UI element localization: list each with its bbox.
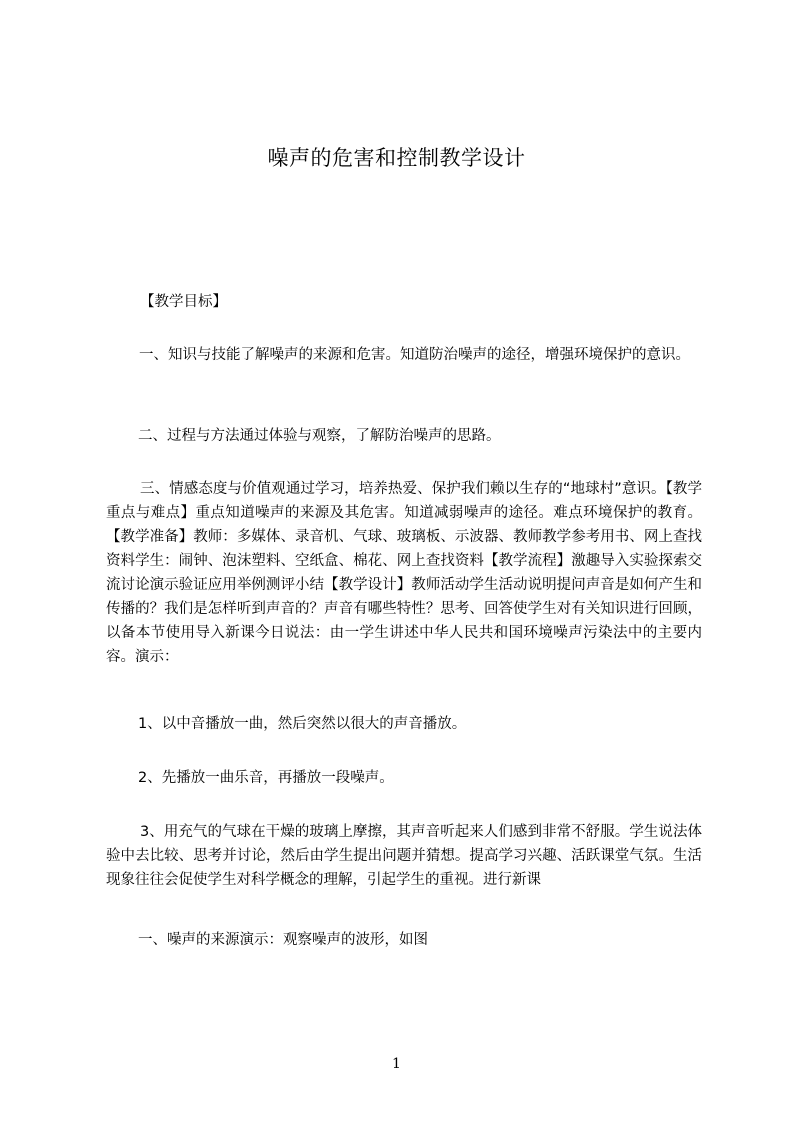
goal-emotion-values: 三、情感态度与价值观通过学习，培养热爱、保护我们赖以生存的“地球村”意识。【教学重点与难点】重点知道噪声的来源及其危害。知道减弱噪声的途径。难点环境保护的教育。【教学准备】教师：多媒体、录音机、气球、玻璃板、示波器、教师教学参考用书、网上查找资料学生：闹钟、泡沫塑料、空纸盒、棉花、网上查找资料【教学流程】激趣导入实验探索交流讨论演示验证应用举例测评小结【教学设计】教师活动学生活动说明提问声音是如何产生和传播的？我们是怎样听到声音的？声音有哪些特性？思考、回答使学生对有关知识进行回顾，以备本节使用导入新课今日说法：由一学生讲述中华人民共和国环境噪声污染法中的主要内容。演示： [106,481,702,665]
noise-source-section: 一、噪声的来源演示：观察噪声的波形，如图 [138,932,428,948]
demo-step-2: 2、先播放一曲乐音，再播放一段噪声。 [138,770,394,786]
goal-knowledge-skills: 一、知识与技能了解噪声的来源和危害。知道防治噪声的途径，增强环境保护的意识。 [139,347,690,363]
demo-step-1: 1、以中音播放一曲，然后突然以很大的声音播放。 [138,716,467,732]
teaching-goal-heading: 【教学目标】 [140,294,227,310]
document-title: 噪声的危害和控制教学设计 [267,146,526,170]
goal-process-methods: 二、过程与方法通过体验与观察，了解防治噪声的思路。 [138,428,501,444]
page-number: 1 [392,1056,401,1072]
demo-step-3: 3、用充气的气球在干燥的玻璃上摩擦，其声音听起来人们感到非常不舒服。学生说法体验中去比较、思考并讨论，然后由学生提出问题并猜想。提高学习兴趣、活跃课堂气氛。生活现象往往会促使学生对科学概念的理解，引起学生的重视。进行新课 [106,824,702,888]
